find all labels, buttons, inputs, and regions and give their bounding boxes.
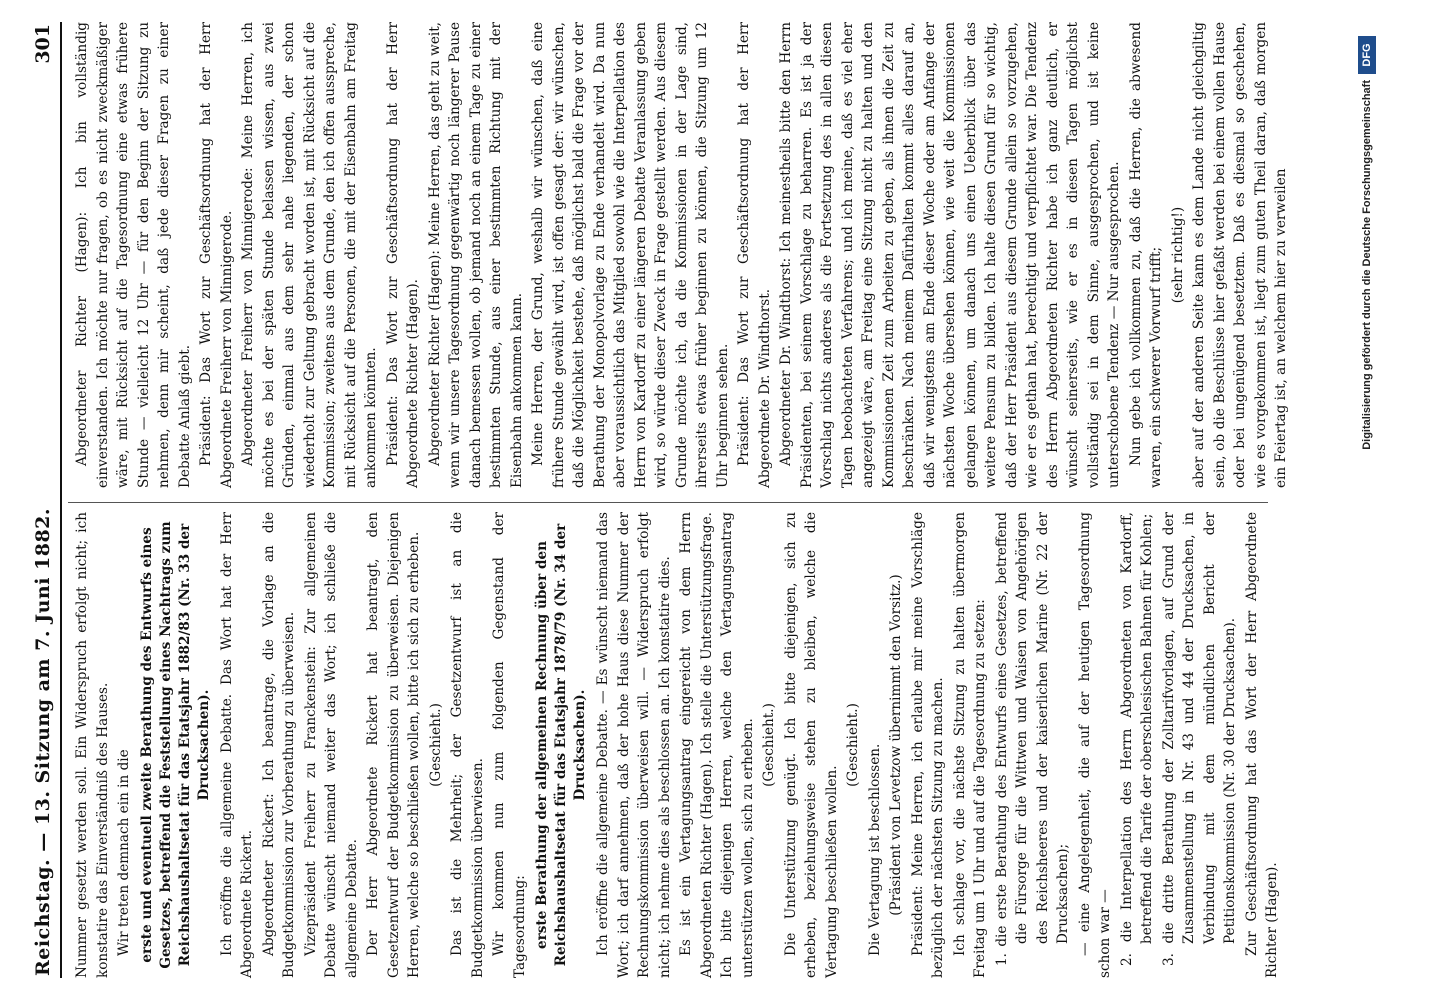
speech: Vizepräsident Freiherr zu Franckenstein: Zur allgemeinen Debatte wünscht niemand weiter das Wort; ich schließe die allgemeine Debatte. xyxy=(302,512,360,978)
speech: Abgeordneter Rickert: Ich beantrage, die Vorlage an die Budgetkommission zur Vorberathung zu überweisen. xyxy=(260,512,297,978)
stage-direction: (Präsident von Levetzow übernimmt den Vorsitz.) xyxy=(888,574,904,916)
paragraph: Das ist die Mehrheit; der Gesetzentwurf ist an die Budgetkommission überwiesen. xyxy=(449,512,486,978)
digitization-credit xyxy=(1355,20,1385,980)
page-header xyxy=(14,22,62,978)
paragraph: Nummer gesetzt werden soll. Ein Widerspruch erfolgt nicht; ich konstatire das Einverständniß des Hauses. xyxy=(74,512,111,978)
speech: Abgeordneter Dr. Windthorst: Ich meinestheils bitte den Herrn Präsidenten, bei seinem Vorschlage zu beharren. Es ist ja der Vorschlag nichts anderes als die Fortsetzung des in allen diesen Tagen beobachteten Verfahrens; und ich meine, daß es viel eher angezeigt wäre, am Freitag eine Sitzung nicht zu halten und den Kommissionen Zeit zum Arbeiten zu geben, als ihnen die Zeit zu beschränken. Nach meinem Dafürhalten kommt alles darauf an, daß wir wenigstens am Ende dieser Woche oder am Anfange der nächsten Woche übersehen können, wie weit die Kommissionen gelangen können, um danach uns einen Ueberblick über das weitere Pensum zu bilden. Ich halte diesen Grund für so wichtig, daß der Herr Präsident aus diesem Grunde allein so vorzugehen, wie er es gethan hat, berechtigt und verpflichtet war. Die Tendenz des Herrn Abgeordneten Richter habe ich ganz deutlich, er wünscht seinerseits, wie er es in diesen Tagen möglichst vollständig sei in dem Sinne, ausgesprochen, und ist keine unterschobene Tendenz — Nur ausgesprochen. xyxy=(778,22,1122,488)
speech: Abgeordneter Richter (Hagen): Meine Herren, das geht zu weit, wenn wir unsere Tagesordnung gegenwärtig noch längerer Pause danach bemessen wollen, ob jemand noch an einem Tage zu einer bestimmten Stunde, aus einer bestimmten Richtung mit der Eisenbahn ankommen kann. xyxy=(426,22,525,488)
paragraph: Wir treten demnach ein in die xyxy=(116,749,132,956)
paragraph: Die Vertagung ist beschlossen. xyxy=(866,743,883,956)
stage-direction: (Geschieht.) xyxy=(845,703,861,787)
paragraph: Nun gebe ich vollkommen zu, daß die Herren, die abwesend waren, ein schwerer Vorwurf trifft; xyxy=(1127,22,1164,488)
speech: Zur Geschäftsordnung hat das Wort der Herr Abgeordnete Richter (Hagen). xyxy=(1243,512,1280,978)
paragraph: Ich eröffne die allgemeine Debatte. — Es wünscht niemand das Wort; ich darf annehmen, daß der hohe Haus diese Nummer der Rechnungskommission überweisen will. — Widerspruch erfolgt nicht; ich nehme dies als beschlossen an. Ich konstatire dies. xyxy=(595,512,673,978)
paragraph: Wir kommen nun zum folgenden Gegenstand der Tagesordnung: xyxy=(491,512,528,978)
speech: Präsident: Das Wort zur Geschäftsordnung hat der Herr Abgeordnete Freiherr von Minnigerode. xyxy=(198,22,235,488)
speech: Abgeordneter Freiherr von Minnigerode: Meine Herren, ich möchte es bei der späten Stunde belassen wissen, aus zwei Gründen, einmal aus dem sehr nahe liegenden, der schon wiederholt zur Geltung gebracht worden ist, mit Rücksicht auf die Kommission; zweitens aus dem Grunde, den ich offen ausspreche, mit Rücksicht auf die Personen, die mit der Eisenbahn am Freitag ankommen könnten. xyxy=(240,22,379,488)
stage-direction: (Geschieht.) xyxy=(761,703,777,787)
paragraph: Die Unterstützung genügt. Ich bitte diejenigen, sich zu erheben, beziehungsweise stehen zu bleiben, welche die Vertagung beschließen wollen. xyxy=(782,512,840,978)
stage-direction: (Geschieht.) xyxy=(427,703,444,787)
stage-direction: (sehr richtig!) xyxy=(1169,206,1186,304)
speech: Abgeordneter Richter (Hagen): Ich bin vollständig einverstanden. Ich möchte nur fragen, ob es nicht zweckmäßiger wäre, mit Rücksicht auf die Tagesordnung eine etwas frühere Stunde — vielleicht 12 Uhr — für den Beginn der Sitzung zu nehmen, denn mir scheint, daß jede dieser Fragen zu einer Debatte Anlaß giebt. xyxy=(74,22,193,488)
paragraph: Ich schlage vor, die nächste Sitzung zu halten übermorgen Freitag um 1 Uhr und auf die Tagesordnung zu setzen: xyxy=(951,512,988,978)
paragraph: Der Herr Abgeordnete Rickert hat beantragt, den Gesetzentwurf der Budgetkommission zu überweisen. Diejenigen Herren, welche so beschließen wollen, bitte ich sich zu erheben. xyxy=(365,512,422,978)
right-column xyxy=(72,22,1293,488)
running-title: Reichstag. — 13. Sitzung am 7. Juni 1882. xyxy=(32,507,54,976)
speech: Präsident: Meine Herren, ich erlaube mir meine Vorschläge bezüglich der nächsten Sitzung zu machen. xyxy=(909,512,946,978)
agenda-item-heading: erste Berathung der allgemeinen Rechnung über den Reichshaushaltsetat für das Etatsjahr 1878/79 (Nr. 34 der Drucksachen). xyxy=(534,523,588,967)
dfg-logo: DFG xyxy=(1358,36,1376,74)
left-column xyxy=(72,512,1284,978)
paragraph: Ich eröffne die allgemeine Debatte. Das Wort hat der Herr Abgeordnete Rickert. xyxy=(218,512,255,978)
paragraph: Es ist ein Vertagungsantrag eingereicht von dem Herrn Abgeordneten Richter (Hagen). Ich stelle die Unterstützungsfrage. Ich bitte diejenigen Herren, welche den Vertagungsantrag unterstützen wollen, sich zu erheben. xyxy=(678,512,756,978)
agenda-item-heading: erste und eventuell zweite Berathung des Entwurfs eines Gesetzes, betreffend die Feststellung eines Nachtrags zum Reichshaushaltsetat für das Etatsjahr 1882/83 (Nr. 33 der Drucksachen). xyxy=(138,521,212,969)
speech: Präsident: Das Wort zur Geschäftsordnung hat der Herr Abgeordnete Dr. Windthorst. xyxy=(736,22,773,488)
credit-text: Digitalisierung gefördert durch die Deutsche Forschungsgemeinschaft xyxy=(1361,80,1373,450)
speech: Präsident: Das Wort zur Geschäftsordnung hat der Herr Abgeordnete Richter (Hagen). xyxy=(384,22,421,488)
paragraph: aber auf der anderen Seite kann es dem Lande nicht gleichgiltig sein, ob die Beschlüsse hier gefaßt werden bei einem vollen Hause oder bei ungenügend besetztem. Daß es diesmal so geschehen, wie es vorgekommen ist, liegt zum guten Theil daran, daß morgen ein Feiertag ist, an welchem hier zu verweilen xyxy=(1191,22,1289,488)
paragraph: — eine Angelegenheit, die auf der heutigen Tagesordnung schon war — xyxy=(1076,512,1113,978)
paragraph: Meine Herren, der Grund, weshalb wir wünschen, daß eine frühere Stunde gewählt wird, ist offen gesagt der: wir wünschen, daß die Möglichkeit bestehe, daß möglichst bald die Frage vor der Berathung der Monopolvorlage zu Ende verhandelt wird. Da nun aber voraussichtlich das Mitglied sowohl wie die Interpellation des Herrn von Kardorff zu einer längeren Debatte Veranlassung geben wird, so würde dieser Zweck in Frage gestellt werden. Aus diesem Grunde möchte ich, da die Kommissionen in der Lage sind, ihrerseits etwas früher beginnen zu können, die Sitzung um 12 Uhr beginnen sehen. xyxy=(530,22,731,488)
list-item: 3. die dritte Berathung der Zolltarifvorlagen, auf Grund der Zusammenstellung in Nr. 43 und 44 der Drucksachen, in Verbindung mit dem mündlichen Bericht der Petitionskommission (Nr. 30 der Drucksachen). xyxy=(1160,512,1238,966)
list-item: 2. die Interpellation des Herrn Abgeordneten von Kardorff, betreffend die Tarife der oberschlesischen Bahnen für Kohlen; xyxy=(1118,512,1155,966)
column-divider xyxy=(68,502,1268,503)
page-number: 301 xyxy=(32,24,54,64)
list-item: 1. die erste Berathung des Entwurfs eines Gesetzes, betreffend die Fürsorge für die Wittwen und Waisen von Angehörigen des Reichsheeres und der kaiserlichen Marine (Nr. 22 der Drucksachen); xyxy=(993,512,1071,966)
